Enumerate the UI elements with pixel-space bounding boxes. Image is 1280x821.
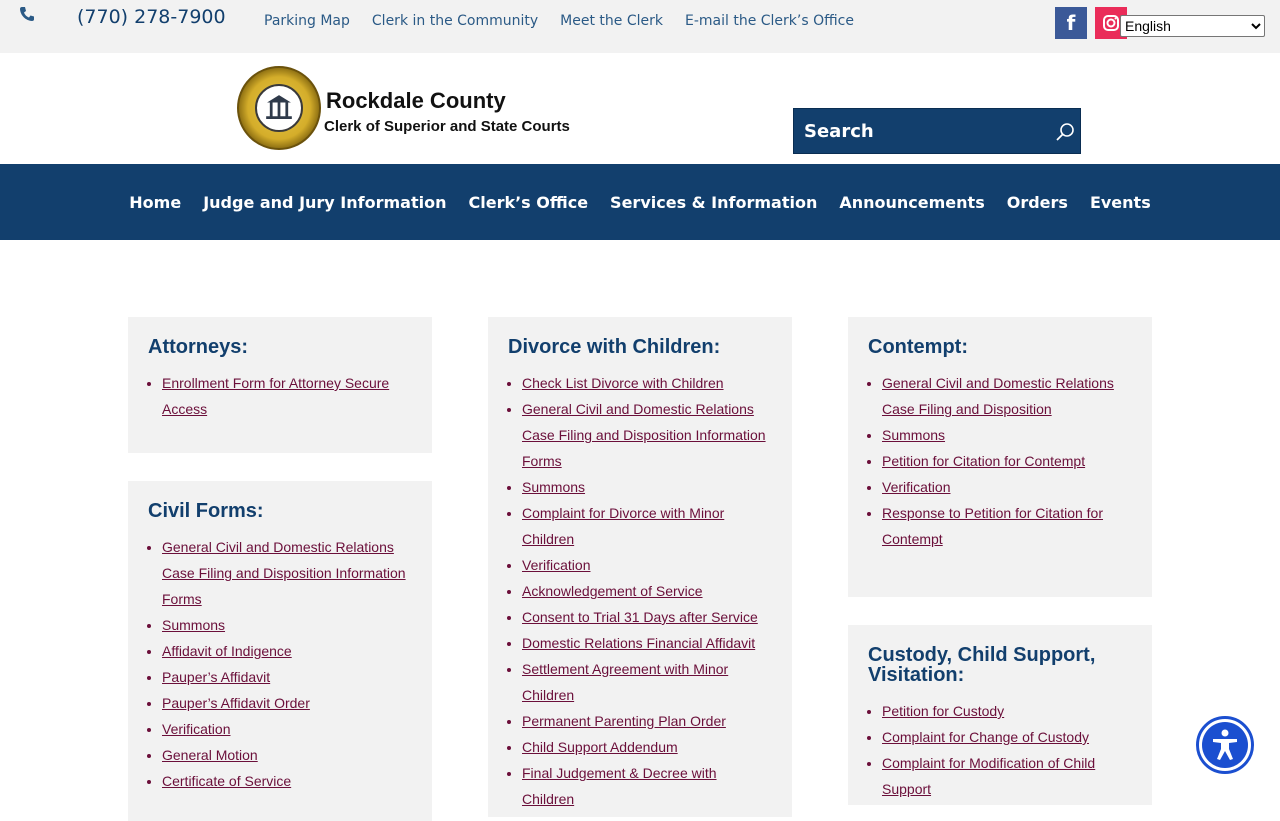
form-link[interactable]: Complaint for Modification of Child Support <box>882 755 1096 797</box>
form-link[interactable]: Complaint for Change of Custody <box>882 729 1089 745</box>
form-link[interactable]: Petition for Citation for Contempt <box>882 453 1086 469</box>
nav-events[interactable]: Events <box>1089 192 1151 212</box>
email-clerk-link[interactable]: E-mail the Clerk’s Office <box>684 13 854 29</box>
form-link[interactable]: Check List Divorce with Children <box>522 375 724 391</box>
list-item <box>162 664 408 690</box>
list-item <box>162 690 408 716</box>
form-link[interactable]: General Motion <box>162 747 258 763</box>
list-item <box>162 612 408 638</box>
nav-judge-jury[interactable]: Judge and Jury Information <box>203 192 447 212</box>
form-link[interactable]: Final Judgement & Decree with Children <box>522 765 717 807</box>
form-link[interactable]: Complaint for Divorce with Minor Children <box>522 505 725 547</box>
list-item <box>522 474 772 500</box>
contempt-card <box>848 317 1152 597</box>
list-item <box>882 750 1132 802</box>
form-link[interactable]: General Civil and Domestic Relations Case Filing and Disposition <box>882 375 1114 417</box>
card-title: Custody, Child Support, Visitation: <box>868 644 1096 686</box>
attorneys-card <box>128 317 432 453</box>
form-link[interactable]: Enrollment Form for Attorney Secure Access <box>162 375 390 417</box>
civil-forms-card <box>128 481 432 821</box>
facebook-icon[interactable]: f <box>1055 7 1087 39</box>
card-title: Contempt: <box>868 336 968 358</box>
list-item <box>522 630 772 656</box>
list-item <box>162 534 408 612</box>
clerk-community-link[interactable]: Clerk in the Community <box>371 13 539 29</box>
form-link[interactable]: Domestic Relations Financial Affidavit <box>522 635 756 651</box>
nav-clerks-office[interactable]: Clerk’s Office <box>468 192 589 212</box>
list-item <box>162 768 408 794</box>
list-item <box>882 370 1132 422</box>
list-item <box>522 370 772 396</box>
form-link[interactable]: Summons <box>522 479 586 495</box>
list-item <box>522 500 772 552</box>
parking-map-link[interactable]: Parking Map <box>264 13 350 29</box>
nav-announcements[interactable]: Announcements <box>839 192 985 212</box>
top-links <box>264 13 876 29</box>
form-link[interactable]: Summons <box>882 427 946 443</box>
list-item <box>882 422 1132 448</box>
form-link[interactable]: Acknowledgement of Service <box>522 583 703 599</box>
list-item <box>882 474 1132 500</box>
county-seal-logo[interactable] <box>237 66 321 150</box>
card-title: Attorneys: <box>148 336 249 358</box>
form-link[interactable]: Affidavit of Indigence <box>162 643 292 659</box>
language-select[interactable] <box>1120 15 1265 37</box>
list-item <box>522 708 772 734</box>
form-link[interactable]: Verification <box>522 557 591 573</box>
list-item <box>522 734 772 760</box>
custody-card <box>848 625 1152 805</box>
list-item <box>882 500 1132 552</box>
card-title: Civil Forms: <box>148 500 264 522</box>
list-item <box>522 552 772 578</box>
divorce-children-card <box>488 317 792 817</box>
list-item <box>162 370 412 422</box>
form-link[interactable]: General Civil and Domestic Relations Case Filing and Disposition Information Forms <box>162 539 406 607</box>
card-title: Divorce with Children: <box>508 336 721 358</box>
phone-icon <box>19 6 35 22</box>
county-name: Rockdale County <box>326 88 506 113</box>
form-link[interactable]: Permanent Parenting Plan Order <box>522 713 726 729</box>
list-item <box>882 724 1132 750</box>
form-link[interactable]: Summons <box>162 617 226 633</box>
list-item <box>522 578 772 604</box>
form-link[interactable]: General Civil and Domestic Relations Case Filing and Disposition Information Forms <box>522 401 766 469</box>
form-link[interactable]: Verification <box>162 721 231 737</box>
list-item <box>882 698 1132 724</box>
nav-orders[interactable]: Orders <box>1006 192 1068 212</box>
form-link[interactable]: Settlement Agreement with Minor Children <box>522 661 729 703</box>
list-item <box>162 742 408 768</box>
list-item <box>522 396 772 474</box>
form-link[interactable]: Verification <box>882 479 951 495</box>
search-box <box>793 108 1081 154</box>
list-item <box>522 604 772 630</box>
list-item <box>522 760 772 812</box>
top-bar <box>0 0 1280 53</box>
form-link[interactable]: Response to Petition for Citation for Contempt <box>882 505 1104 547</box>
form-link[interactable]: Certificate of Service <box>162 773 292 789</box>
seal-center <box>255 84 303 132</box>
form-link[interactable]: Pauper’s Affidavit Order <box>162 695 310 711</box>
list-item <box>522 656 772 708</box>
list-item <box>162 638 408 664</box>
site-header <box>0 53 1280 164</box>
office-name: Clerk of Superior and State Courts <box>324 118 570 135</box>
list-item <box>882 448 1132 474</box>
accessibility-button[interactable] <box>1196 716 1254 774</box>
nav-home[interactable]: Home <box>129 192 182 212</box>
form-link[interactable]: Child Support Addendum <box>522 739 678 755</box>
accessibility-icon <box>1202 722 1248 768</box>
meet-clerk-link[interactable]: Meet the Clerk <box>560 13 663 29</box>
search-icon[interactable] <box>1055 122 1075 142</box>
form-link[interactable]: Petition for Custody <box>882 703 1005 719</box>
main-nav <box>0 164 1280 240</box>
form-link[interactable]: Pauper’s Affidavit <box>162 669 271 685</box>
form-link[interactable]: Consent to Trial 31 Days after Service <box>522 609 758 625</box>
nav-services-info[interactable]: Services & Information <box>610 192 818 212</box>
phone-number[interactable]: (770) 278-7900 <box>77 6 226 28</box>
list-item <box>162 716 408 742</box>
search-input[interactable] <box>804 117 1044 145</box>
